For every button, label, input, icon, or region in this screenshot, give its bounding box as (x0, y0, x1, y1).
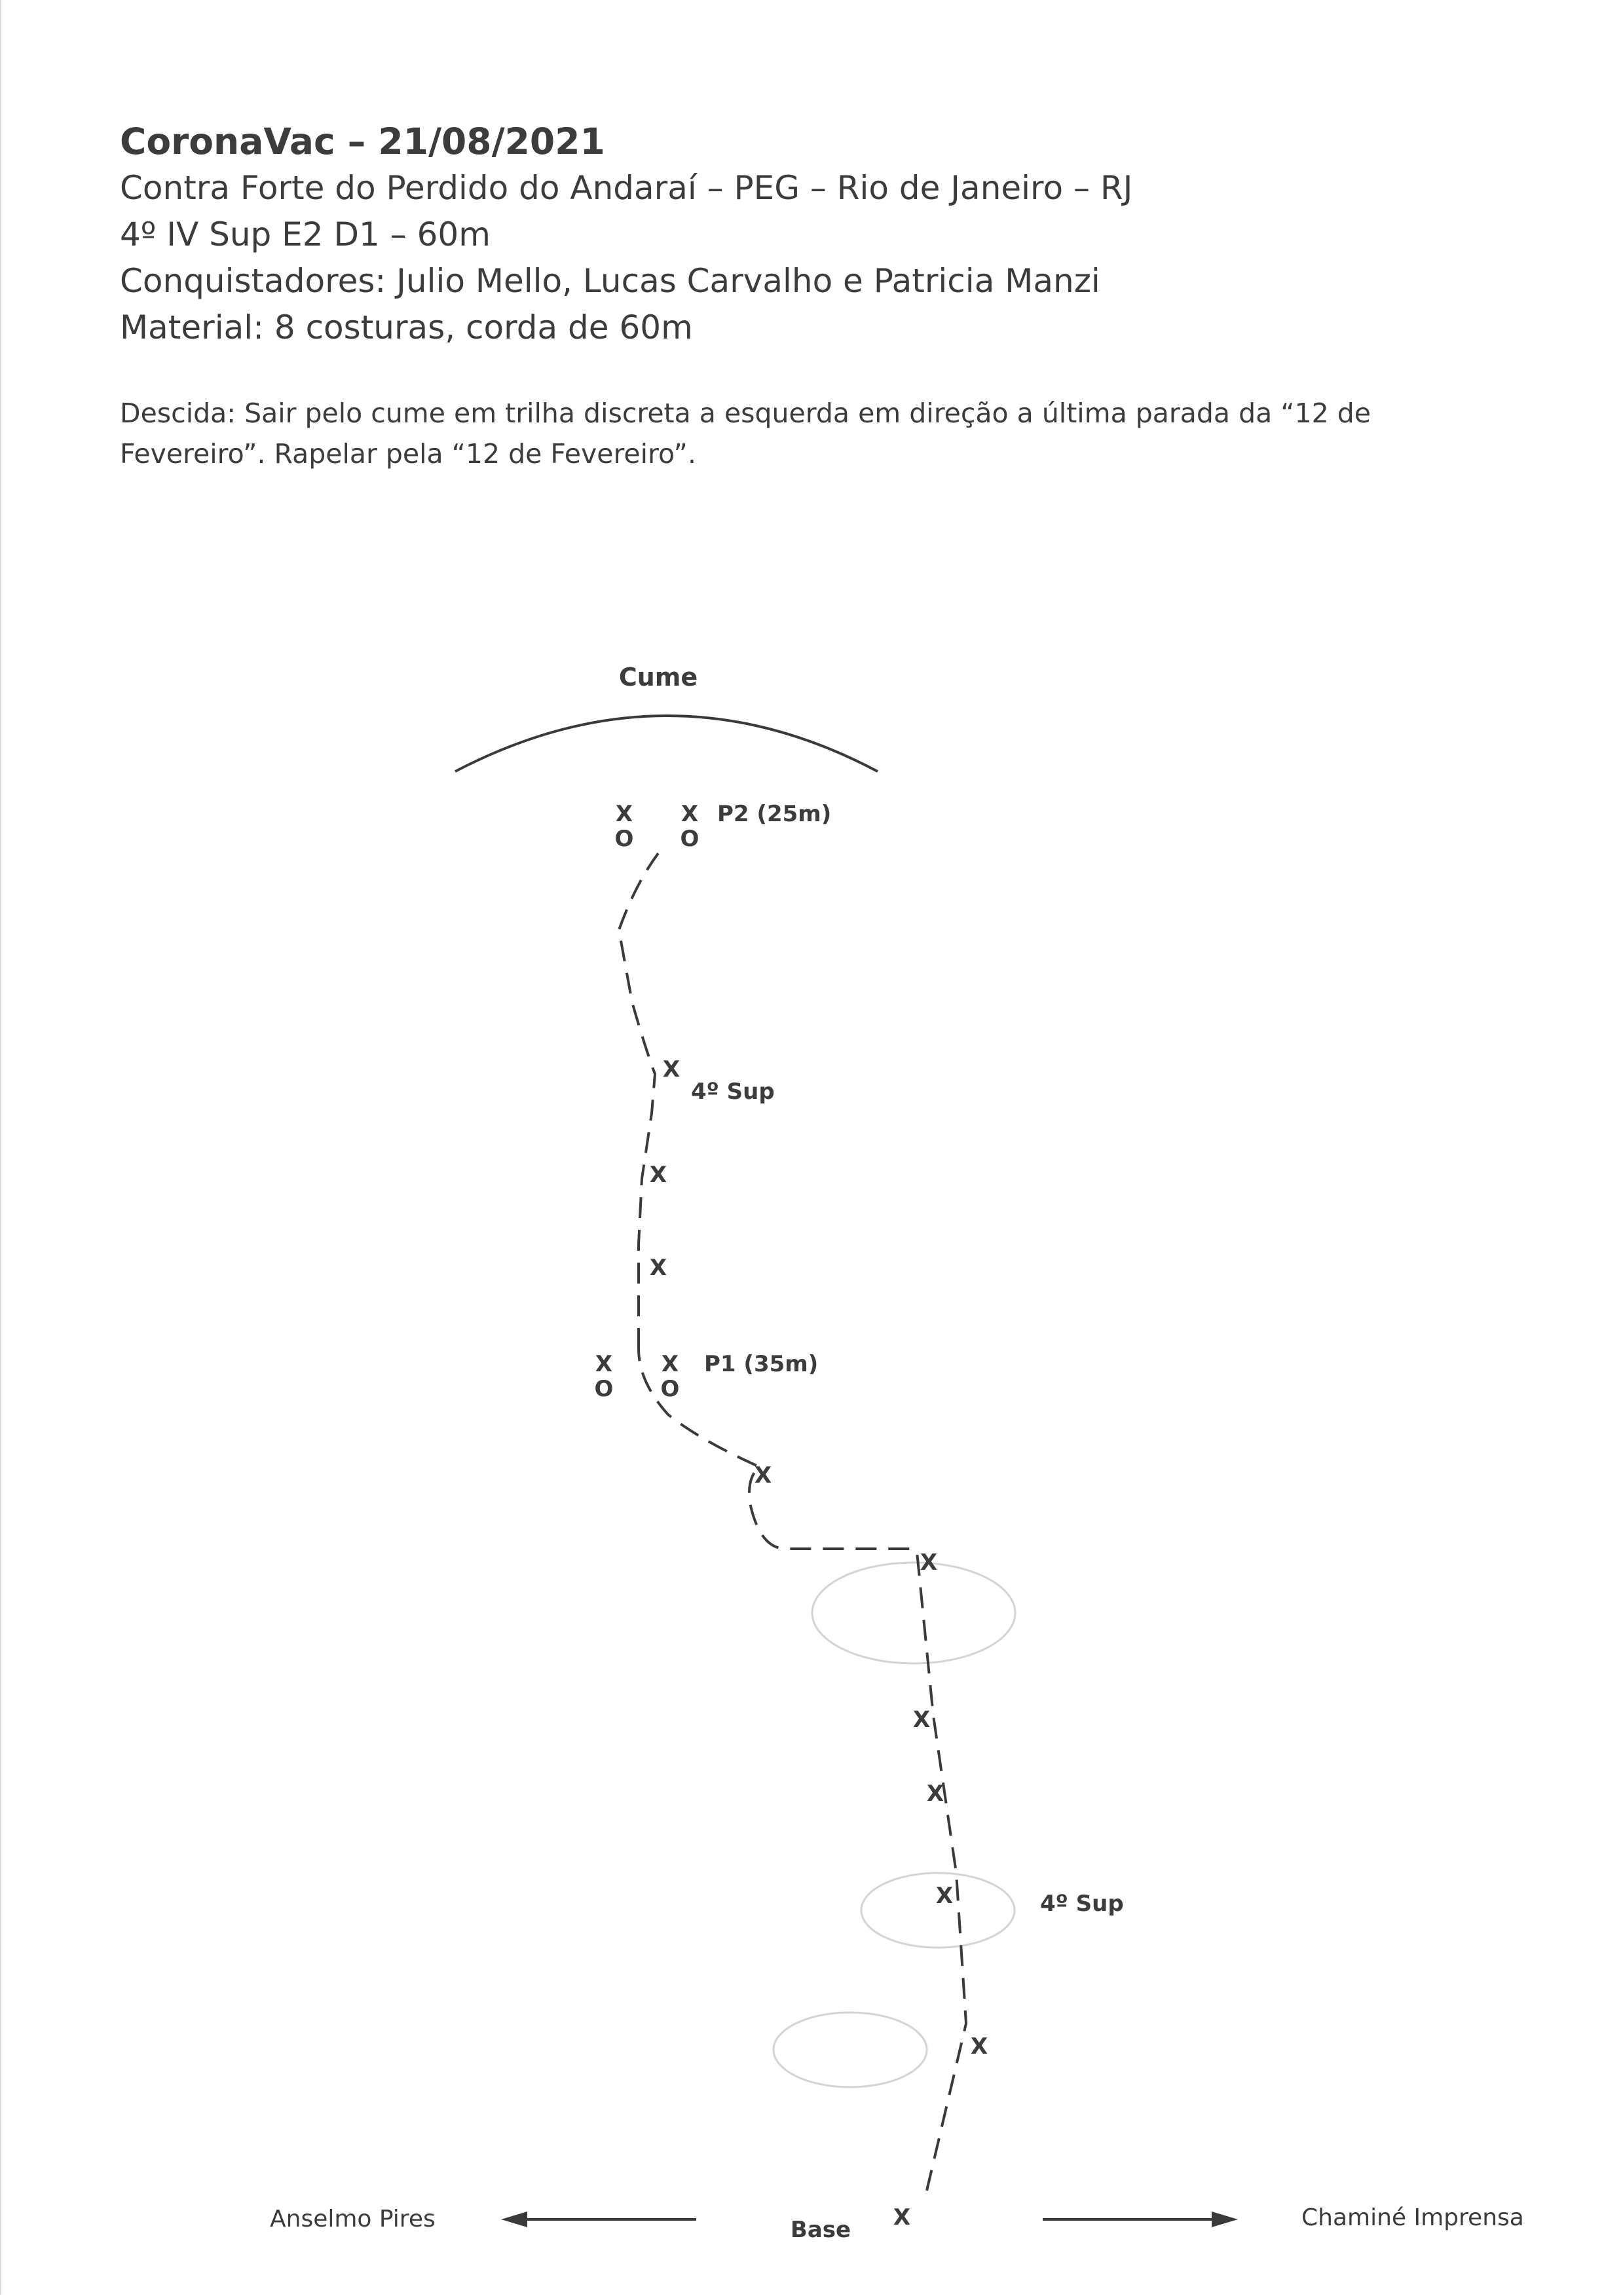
anchor-p2 (615, 801, 832, 852)
bolt-p2-3: X (649, 1255, 667, 1281)
anchor-p2-ring-right: O (680, 826, 700, 852)
route-line-pitch-1 (639, 1349, 966, 2191)
anchor-p1-label: P1 (35m) (704, 1351, 819, 1377)
anchor-p1-ring-left: O (594, 1376, 614, 1402)
bolt-p2-2: X (649, 1162, 667, 1188)
rock-feature-upper (812, 1563, 1015, 1663)
bolt-p1-3: X (912, 1707, 931, 1733)
anchor-p1 (595, 1351, 819, 1402)
route-title: CoronaVac – 21/08/2021 (120, 120, 605, 162)
route-location: Contra Forte do Perdido do Andaraí – PEG – Rio de Janeiro – RJ (120, 169, 1133, 207)
crux-lower-label: 4º Sup (1040, 1891, 1124, 1917)
anchor-p1-bolt-right: X (661, 1351, 679, 1377)
bolt-p1-1: X (754, 1462, 772, 1489)
bolt-p1-6: X (970, 2033, 988, 2060)
anchor-p2-label: P2 (25m) (717, 801, 832, 827)
crux-upper-label: 4º Sup (691, 1079, 775, 1105)
right-route-label: Chaminé Imprensa (1301, 2204, 1524, 2231)
route-gear: Material: 8 costuras, corda de 60m (120, 308, 693, 346)
summit-arc (455, 716, 878, 771)
route-first-ascent: Conquistadores: Julio Mello, Lucas Carvalho e Patricia Manzi (120, 262, 1100, 300)
route-grade: 4º IV Sup E2 D1 – 60m (120, 215, 491, 253)
bolt-p1-5: X (935, 1883, 954, 1909)
summit-label: Cume (618, 663, 698, 692)
anchor-p2-ring-left: O (614, 826, 634, 852)
bolt-p1-base: X (893, 2204, 911, 2231)
rock-feature-lower (774, 2012, 927, 2087)
descent-description: Descida: Sair pelo cume em trilha discreta a esquerda em direção a última parada da “12 de Fevereiro”. Rapelar pela “12 de Fevereiro”. (120, 398, 1371, 470)
anchor-p2-bolt-right: X (681, 801, 699, 827)
anchor-p2-bolt-left: X (615, 801, 633, 827)
base-label: Base (790, 2217, 851, 2243)
anchor-p1-bolt-left: X (595, 1351, 613, 1377)
anchor-p1-ring-right: O (660, 1376, 680, 1402)
left-route-arrow-head (501, 2212, 527, 2227)
bolt-p2-1: X (662, 1056, 681, 1083)
right-route-arrow-head (1212, 2212, 1238, 2227)
bolt-p1-4: X (926, 1781, 944, 1807)
left-route-label: Anselmo Pires (270, 2206, 436, 2232)
bolt-p1-2: X (920, 1549, 938, 1576)
